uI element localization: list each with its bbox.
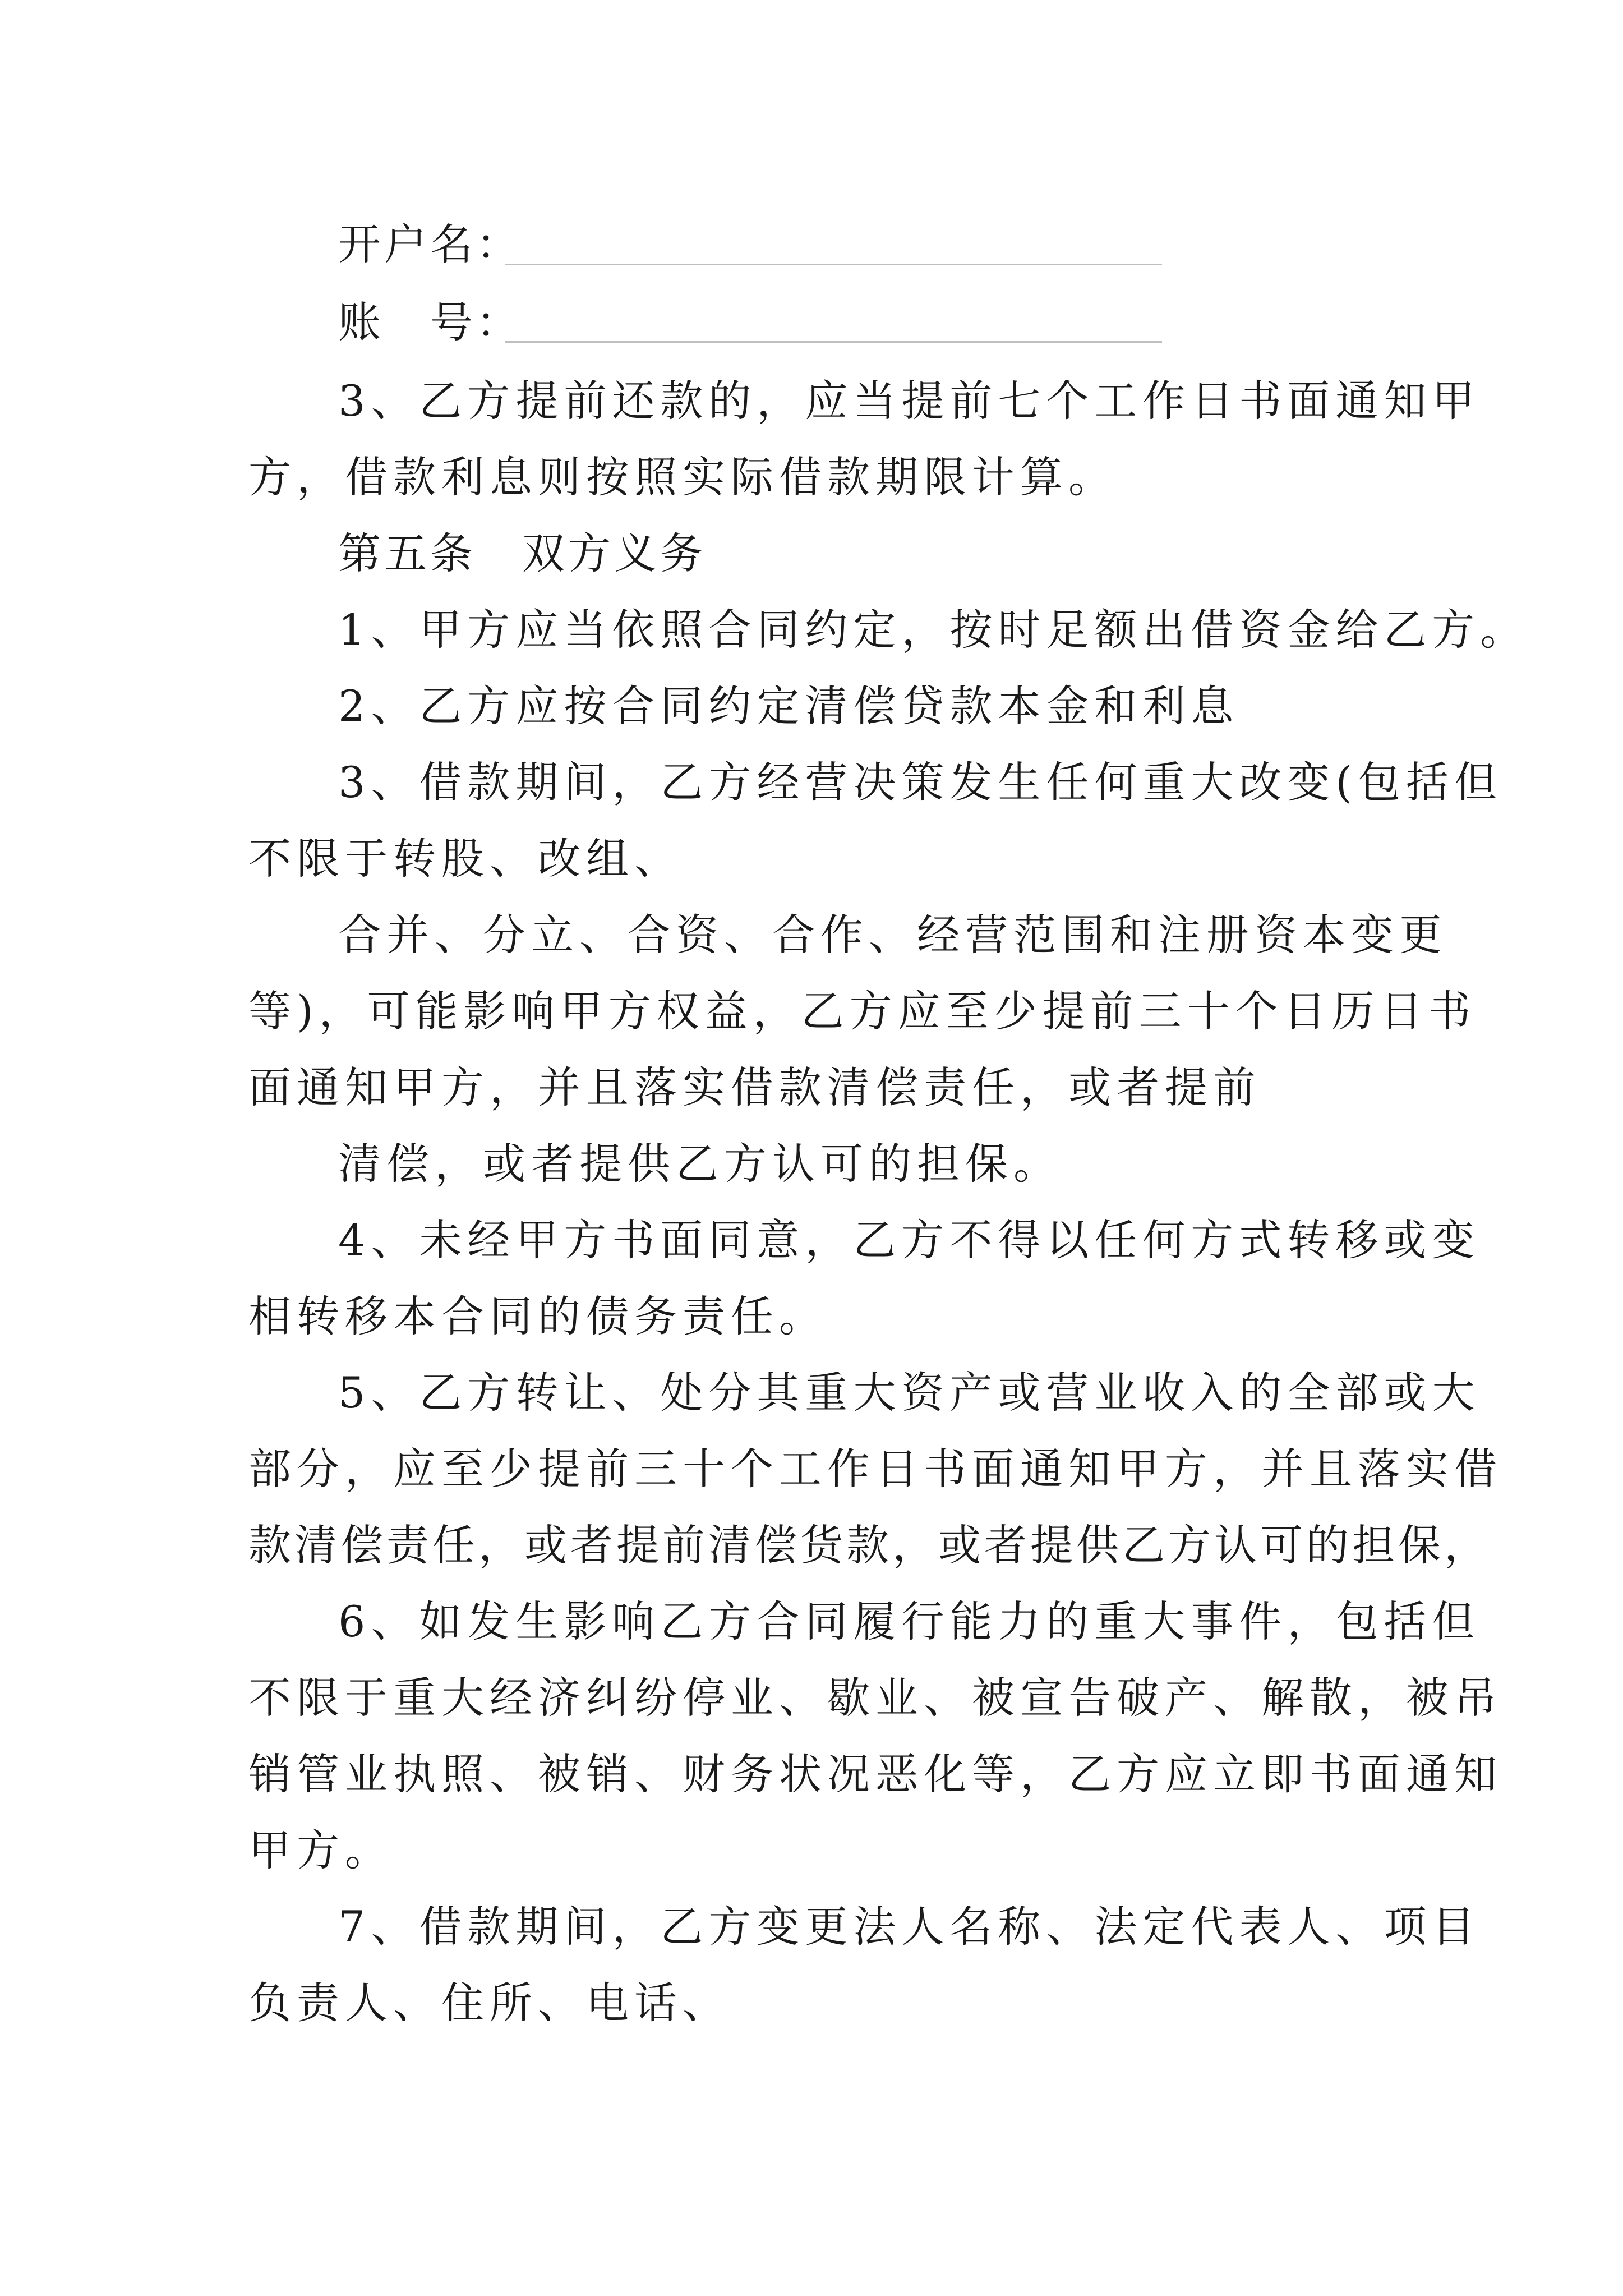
duty-5-line-1: 5、乙方转让、处分其重大资产或营业收入的全部或大 — [338, 1368, 1481, 1418]
account-name-blank — [505, 264, 1162, 265]
duty-4-line-2: 相转移本合同的债务责任。 — [248, 1291, 827, 1341]
duty-1: 1、甲方应当依照合同约定，按时足额出借资金给乙方。 — [338, 605, 1529, 655]
duty-4-line-1: 4、未经甲方书面同意，乙方不得以任何方式转移或变 — [338, 1215, 1481, 1265]
duty-7-line-2: 负责人、住所、电话、 — [248, 1978, 731, 2028]
account-name-label: 开户名： — [338, 219, 522, 269]
duty-3-line-1: 3、借款期间，乙方经营决策发生任何重大改变(包括但 — [338, 757, 1503, 807]
duty-6-line-4: 甲方。 — [248, 1825, 393, 1875]
duty-5-line-3: 款清偿责任，或者提前清偿货款，或者提供乙方认可的担保， — [248, 1520, 1490, 1570]
account-number-blank — [505, 341, 1162, 343]
clause-4-item-3-line-1: 3、乙方提前还款的，应当提前七个工作日书面通知甲 — [338, 376, 1481, 426]
article-5-heading: 第五条 双方义务 — [338, 528, 706, 578]
duty-3-line-4: 等)，可能影响甲方权益，乙方应至少提前三十个日历日书 — [248, 986, 1477, 1036]
duty-6-line-2: 不限于重大经济纠纷停业、歇业、被宣告破产、解散，被吊 — [248, 1673, 1502, 1723]
duty-3-line-2: 不限于转股、改组、 — [248, 834, 683, 884]
duty-2: 2、乙方应按合同约定清偿贷款本金和利息 — [338, 681, 1239, 731]
duty-3-line-3: 合并、分立、合资、合作、经营范围和注册资本变更 — [338, 910, 1447, 960]
duty-6-line-3: 销管业执照、被销、财务状况恶化等，乙方应立即书面通知 — [248, 1749, 1502, 1799]
account-number-label: 账 号： — [338, 297, 522, 347]
clause-4-item-3-line-2: 方，借款利息则按照实际借款期限计算。 — [248, 452, 1117, 502]
duty-5-line-2: 部分，应至少提前三十个工作日书面通知甲方，并且落实借 — [248, 1444, 1502, 1494]
duty-3-line-5: 面通知甲方，并且落实借款清偿责任，或者提前 — [248, 1062, 1261, 1112]
duty-6-line-1: 6、如发生影响乙方合同履行能力的重大事件，包括但 — [338, 1596, 1481, 1646]
duty-3-line-6: 清偿，或者提供乙方认可的担保。 — [338, 1139, 1062, 1189]
duty-7-line-1: 7、借款期间，乙方变更法人名称、法定代表人、项目 — [338, 1902, 1481, 1952]
